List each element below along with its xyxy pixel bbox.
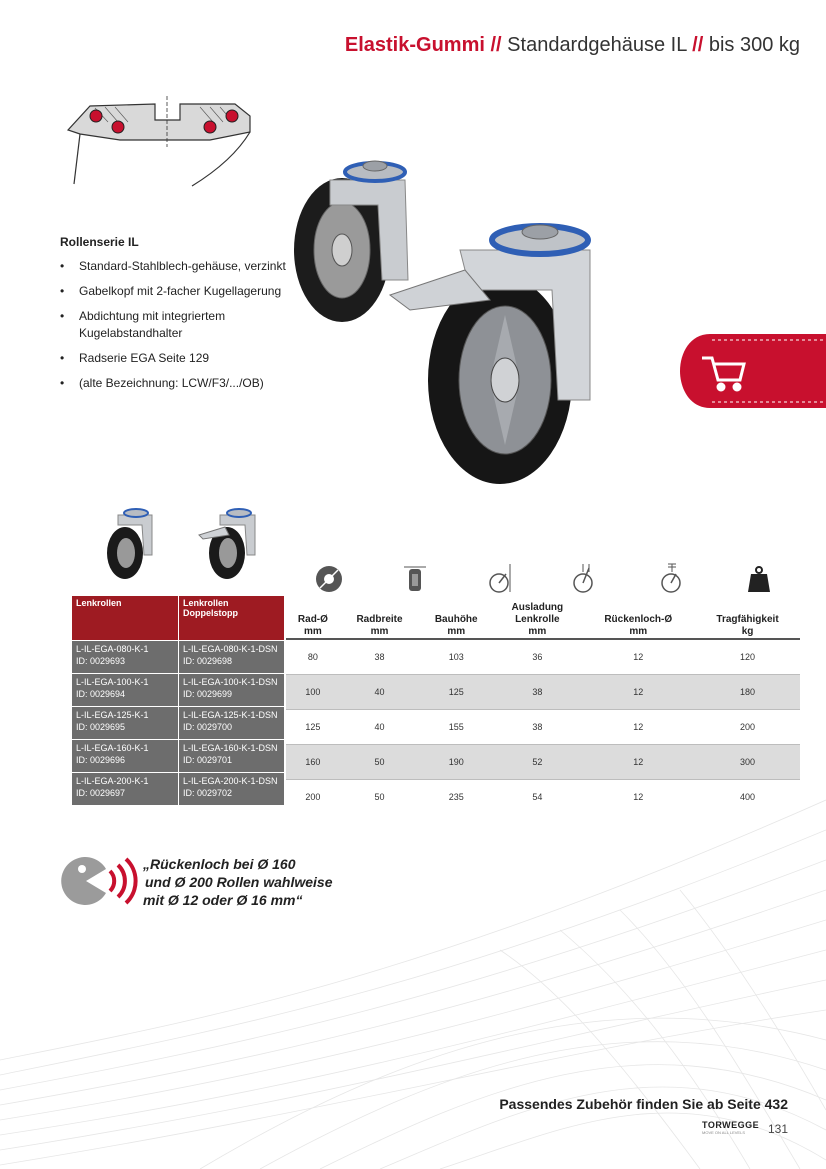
article-code: L-IL-EGA-100-K-1 xyxy=(76,677,149,687)
header-label: Tragfähigkeit xyxy=(716,614,779,625)
cell-breite: 50 xyxy=(340,745,419,780)
feature-item: • (alte Bezeichnung: LCW/F3/.../OB) xyxy=(60,375,290,392)
feature-item: • Radserie EGA Seite 129 xyxy=(60,350,290,367)
cell-loch: 12 xyxy=(581,745,695,780)
header-label: Bauhöhe xyxy=(434,614,478,625)
article-code-cell xyxy=(179,641,285,674)
title-main: Elastik-Gummi xyxy=(344,34,485,56)
bolt-hole-icon xyxy=(658,562,688,594)
column-header-label: Lenkrollen xyxy=(76,598,122,608)
cell-ausladung: 54 xyxy=(493,780,581,815)
column-header-radbreite xyxy=(340,596,419,639)
cell-breite: 40 xyxy=(340,675,419,710)
cell-rad: 160 xyxy=(286,745,340,780)
bolt-hole-note xyxy=(143,855,333,909)
header-unit: mm xyxy=(370,626,389,637)
table-row xyxy=(72,773,285,806)
height-icon xyxy=(486,562,516,594)
column-header-bauhoehe xyxy=(419,596,493,639)
article-code-cell xyxy=(179,674,285,707)
column-header-lenkrollen xyxy=(72,596,179,641)
page-number: 131 xyxy=(768,1122,789,1136)
article-code: L-IL-EGA-100-K-1-DSN xyxy=(183,677,278,687)
speaker-note-icon xyxy=(58,853,138,909)
cell-rad: 125 xyxy=(286,710,340,745)
article-code-table xyxy=(72,596,285,805)
article-id: ID: 0029700 xyxy=(183,722,233,732)
title-separator: // xyxy=(692,34,704,56)
cell-trag: 200 xyxy=(695,710,800,745)
feature-list xyxy=(60,258,290,400)
article-code: L-IL-EGA-080-K-1 xyxy=(76,644,149,654)
article-code-cell xyxy=(72,674,179,707)
cell-rad: 200 xyxy=(286,780,340,815)
article-id: ID: 0029699 xyxy=(183,689,233,699)
column-header-label: Lenkrollen xyxy=(183,598,229,608)
article-id: ID: 0029702 xyxy=(183,788,233,798)
header-unit: mm xyxy=(629,626,648,637)
article-code: L-IL-EGA-200-K-1-DSN xyxy=(183,776,278,786)
table-row xyxy=(286,780,800,815)
article-code: L-IL-EGA-125-K-1 xyxy=(76,710,149,720)
table-row xyxy=(72,707,285,740)
article-code-cell xyxy=(72,740,179,773)
thumbnail-caster xyxy=(100,505,160,580)
article-code-cell xyxy=(179,740,285,773)
feature-item: • Standard-Stahlblech-gehäuse, verzinkt xyxy=(60,258,290,275)
article-code: L-IL-EGA-160-K-1 xyxy=(76,743,149,753)
article-code: L-IL-EGA-200-K-1 xyxy=(76,776,149,786)
cross-section-drawing xyxy=(60,92,260,192)
article-code-cell xyxy=(179,707,285,740)
article-id: ID: 0029701 xyxy=(183,755,233,765)
cell-hoehe: 103 xyxy=(419,639,493,675)
cell-trag: 120 xyxy=(695,639,800,675)
title-separator: // xyxy=(490,34,502,56)
cell-ausladung: 38 xyxy=(493,710,581,745)
cell-trag: 300 xyxy=(695,745,800,780)
article-code-cell xyxy=(72,707,179,740)
accessories-reference: Passendes Zubehör finden Sie ab Seite 432 xyxy=(499,1096,788,1112)
cell-loch: 12 xyxy=(581,675,695,710)
cell-hoehe: 235 xyxy=(419,780,493,815)
spec-icons xyxy=(286,560,800,594)
spec-table xyxy=(286,596,800,814)
header-label: Ausladung xyxy=(511,602,564,613)
column-header-ausladung xyxy=(493,596,581,639)
table-row xyxy=(286,745,800,780)
brand-logo xyxy=(702,1120,764,1135)
article-id: ID: 0029698 xyxy=(183,656,233,666)
table-row xyxy=(286,710,800,745)
article-id: ID: 0029693 xyxy=(76,656,126,666)
cell-ausladung: 52 xyxy=(493,745,581,780)
brand-tagline: MOVE ON ALL LEVELS xyxy=(702,1130,745,1135)
cell-rad: 80 xyxy=(286,639,340,675)
weight-icon xyxy=(744,564,774,594)
table-row xyxy=(72,641,285,674)
title-sub-load: bis 300 kg xyxy=(708,34,800,56)
page-title xyxy=(345,34,800,57)
title-sub-housing: Standardgehäuse IL xyxy=(507,34,687,56)
cell-loch: 12 xyxy=(581,710,695,745)
thumbnail-caster-brake xyxy=(195,505,265,580)
article-code-cell xyxy=(179,773,285,806)
column-header-doppelstopp xyxy=(179,596,285,641)
cell-ausladung: 36 xyxy=(493,639,581,675)
wheel-diameter-icon xyxy=(314,564,344,594)
note-line: „Rückenloch bei Ø 160 xyxy=(143,856,296,872)
table-row xyxy=(72,674,285,707)
table-row xyxy=(286,639,800,675)
header-unit: mm xyxy=(447,626,466,637)
article-id: ID: 0029697 xyxy=(76,788,126,798)
wheel-width-icon xyxy=(400,564,430,594)
header-label: Rückenloch-Ø xyxy=(604,614,673,625)
feature-item: • Gabelkopf mit 2-facher Kugellagerung xyxy=(60,283,290,300)
column-header-rueckenloch xyxy=(581,596,695,639)
header-label: Radbreite xyxy=(356,614,403,625)
offset-icon xyxy=(571,562,601,594)
note-line: und Ø 200 Rollen wahlweise xyxy=(145,874,333,890)
article-id: ID: 0029695 xyxy=(76,722,126,732)
feature-item: • Abdichtung mit integriertem Kugelabstandhalter xyxy=(60,308,290,342)
cell-loch: 12 xyxy=(581,639,695,675)
header-label: Rad-Ø xyxy=(297,614,328,625)
column-header-rad xyxy=(286,596,340,639)
header-unit: mm xyxy=(304,626,322,637)
cell-breite: 50 xyxy=(340,780,419,815)
table-row xyxy=(72,740,285,773)
header-unit: mm xyxy=(528,626,547,637)
article-code: L-IL-EGA-080-K-1-DSN xyxy=(183,644,278,654)
article-code: L-IL-EGA-125-K-1-DSN xyxy=(183,710,278,720)
cell-breite: 38 xyxy=(340,639,419,675)
cell-loch: 12 xyxy=(581,780,695,815)
article-code-cell xyxy=(72,641,179,674)
cell-hoehe: 155 xyxy=(419,710,493,745)
cell-rad: 100 xyxy=(286,675,340,710)
header-unit: kg xyxy=(741,626,754,637)
cell-hoehe: 125 xyxy=(419,675,493,710)
article-id: ID: 0029696 xyxy=(76,755,126,765)
cell-hoehe: 190 xyxy=(419,745,493,780)
article-id: ID: 0029694 xyxy=(76,689,126,699)
cell-trag: 180 xyxy=(695,675,800,710)
column-header-label: Doppelstopp xyxy=(183,608,238,618)
cell-ausladung: 38 xyxy=(493,675,581,710)
brand-name: TORWEGGE xyxy=(702,1120,760,1130)
column-header-tragfaehigkeit xyxy=(695,596,800,639)
note-line: mit Ø 12 oder Ø 16 mm“ xyxy=(143,892,303,908)
table-row xyxy=(286,675,800,710)
series-title: Rollenserie IL xyxy=(60,235,139,249)
shopping-cart-tab[interactable] xyxy=(680,334,826,408)
cell-breite: 40 xyxy=(340,710,419,745)
article-code: L-IL-EGA-160-K-1-DSN xyxy=(183,743,278,753)
product-image-casters xyxy=(290,150,610,490)
article-code-cell xyxy=(72,773,179,806)
header-label: Lenkrolle xyxy=(515,614,560,625)
cell-trag: 400 xyxy=(695,780,800,815)
